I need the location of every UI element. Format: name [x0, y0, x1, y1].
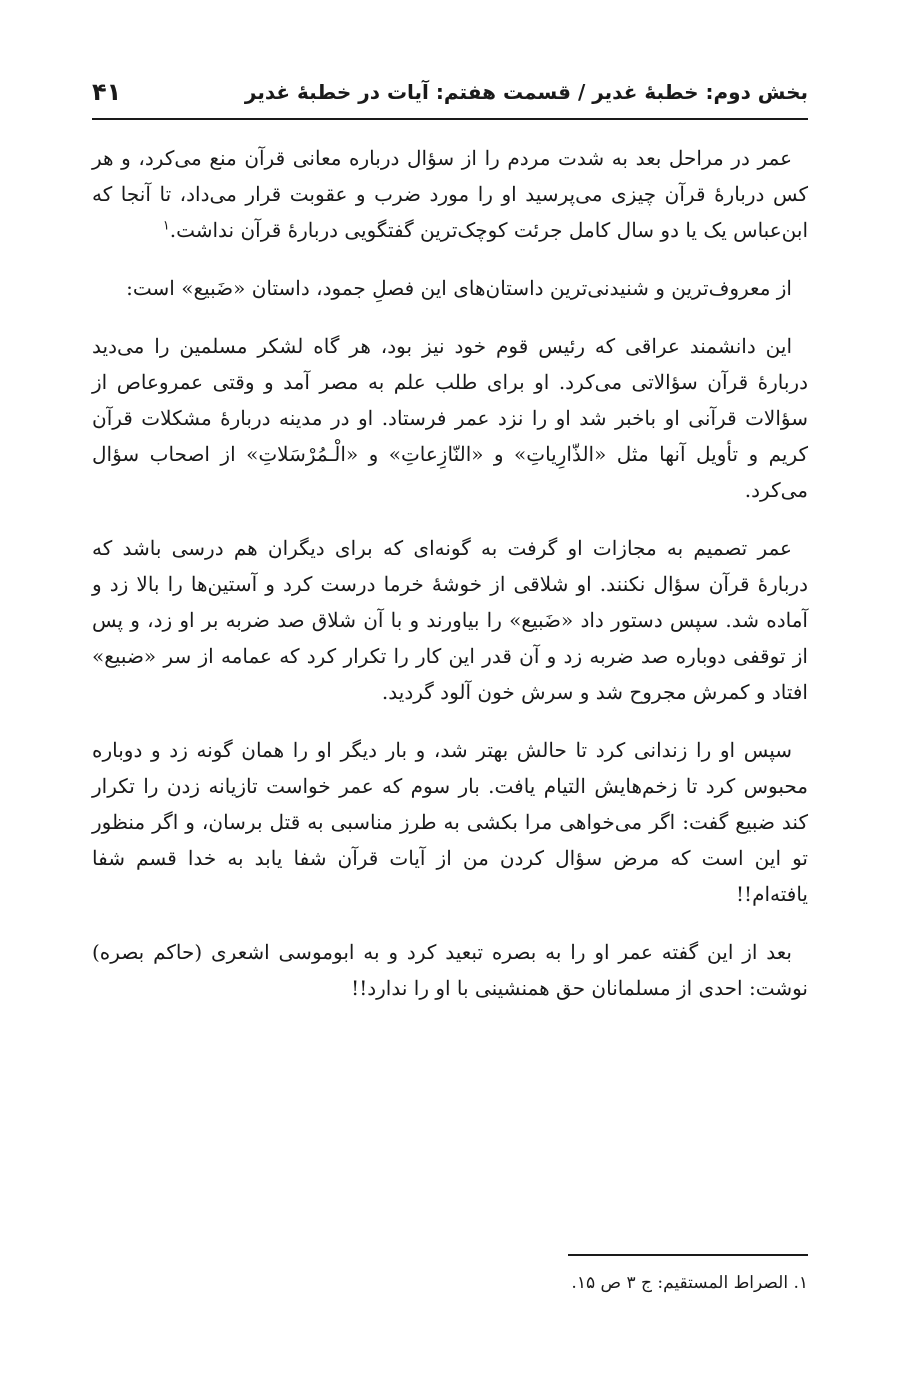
footnote-rule	[568, 1254, 808, 1256]
paragraph: عمر تصمیم به مجازات او گرفت به گونه‌ای که برای دیگران هم درسی باشد که دربارهٔ قرآن سؤال نکنند. او شلاقی از خوشهٔ خرما درست کرد و آستین‌ها را بالا زد و آماده شد. سپس دستور داد «ضَبیع» را بیاورند و با آن شلاق صد ضربه بر او زد، و پس از توقفی دوباره صد ضربه زد و آن قدر این کار را تکرار کرد که عمامه از سر «ضبیع» افتاد و کمرش مجروح شد و سرش خون آلود گردید.	[92, 536, 808, 704]
paragraph: سپس او را زندانی کرد تا حالش بهتر شد، و بار دیگر او را همان گونه زد و دوباره محبوس کرد تا زخم‌هایش التیام یافت. بار سوم که عمر خواست تازیانه زدن را تکرار کند ضبیع گفت: اگر می‌خواهی مرا بکشی به طرز مناسبی به قتل برسان، و اگر منظور تو این است که مرض سؤال کردن من از آیات قرآن شفا یابد به خدا قسم شفا یافته‌ام!!	[92, 738, 808, 906]
running-header	[92, 74, 808, 110]
paragraph: بعد از این گفته عمر او را به بصره تبعید کرد و به ابوموسی اشعری (حاکم بصره) نوشت: احدی از مسلمانان حق همنشینی با او را ندارد!!	[92, 940, 808, 1000]
page-number: ۴۱	[92, 78, 122, 106]
paragraph: از معروف‌ترین و شنیدنی‌ترین داستان‌های این فصلِ جمود، داستان «ضَبیع» است:	[126, 276, 792, 300]
header-rule	[92, 118, 808, 120]
paragraph: این دانشمند عراقی که رئیس قوم خود نیز بود، هر گاه لشکر مسلمین را می‌دید دربارهٔ قرآن سؤالاتی می‌کرد. او برای طلب علم به مصر آمد و وقتی عمروعاص از سؤالات قرآنی او باخبر شد او را نزد عمر فرستاد. او در مدینه دربارهٔ مشکلات قرآن کریم و تأویل آنها مثل «الذّارِیاتِ» و «النّازِعاتِ» و «الْـمُرْسَلاتِ» از اصحاب سؤال می‌کرد.	[92, 334, 808, 502]
paragraph	[92, 140, 808, 248]
footnote-reference: ۱	[162, 218, 170, 234]
body-text	[92, 140, 808, 1028]
paragraph-text: عمر در مراحل بعد به شدت مردم را از سؤال درباره معانی قرآن منع می‌کرد، و هر کس دربارهٔ قرآن چیزی می‌پرسید او را مورد ضرب و عقوبت قرار می‌داد، تا آنجا که ابن‌عباس یک یا دو سال کامل جرئت کوچک‌ترین گفتگویی دربارهٔ قرآن نداشت.	[92, 146, 808, 242]
footnote: ۱. الصراط المستقیم: ج ۳ ص ۱۵.	[571, 1273, 808, 1293]
header-title: بخش دوم: خطبهٔ غدیر / قسمت هفتم: آیات در خطبهٔ غدیر	[244, 80, 808, 104]
